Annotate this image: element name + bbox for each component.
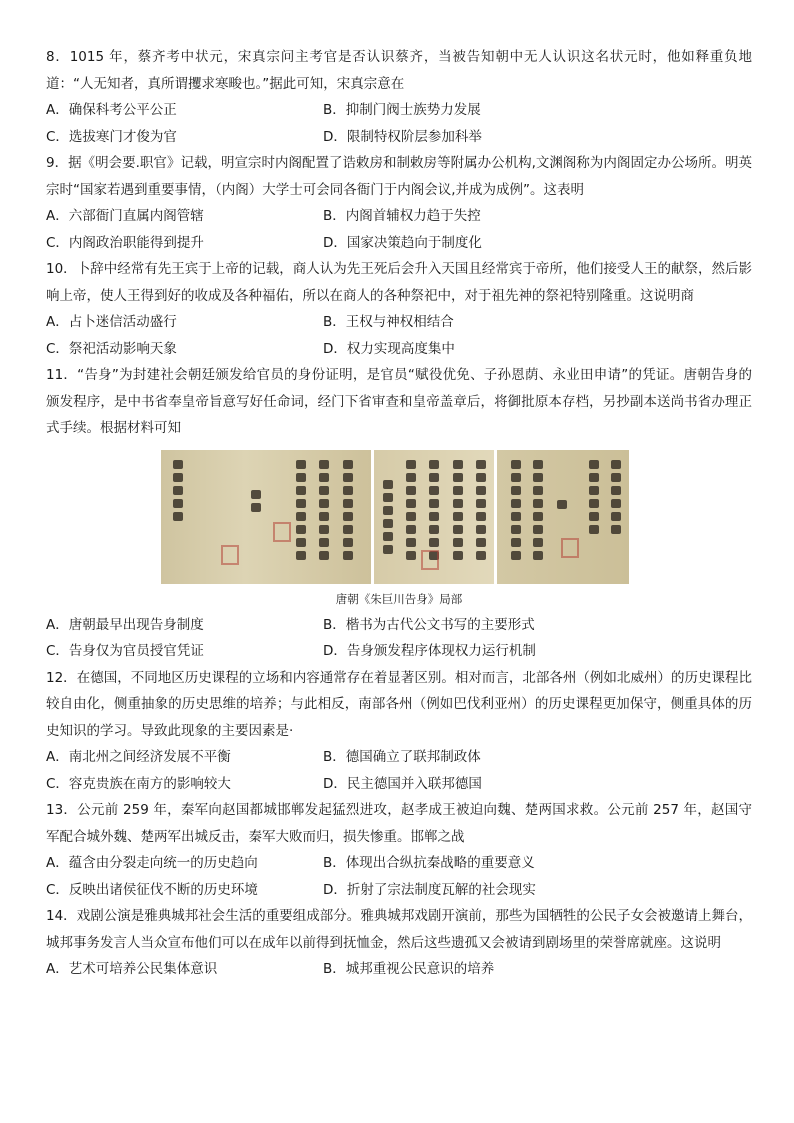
option-c[interactable]: C．反映出诸侯征伐不断的历史环境 bbox=[46, 881, 258, 898]
ink-column bbox=[251, 490, 261, 516]
ink-column bbox=[476, 460, 486, 564]
option-list bbox=[46, 612, 752, 665]
ink-column bbox=[319, 460, 329, 564]
option-b[interactable]: B．体现出合纵抗秦战略的重要意义 bbox=[323, 855, 535, 871]
calligraphy-scroll-image bbox=[161, 450, 629, 584]
question-stem: 14．戏剧公演是雅典城邦社会生活的重要组成部分。雅典城邦戏剧开演前，那些为国牺牲的公民子女会被邀请上舞台，城邦事务发言人当众宣布他们可以在成年以前得到抚恤金，然后这些遗孤又会被请到剧场里的荣誉席就座。这说明 bbox=[46, 908, 752, 951]
question-12 bbox=[46, 665, 752, 798]
exam-page bbox=[46, 44, 752, 983]
ink-column bbox=[343, 460, 353, 564]
option-list bbox=[46, 97, 752, 150]
option-c[interactable]: C．容克贵族在南方的影响较大 bbox=[46, 775, 231, 792]
option-d[interactable]: D．民主德国并入联邦德国 bbox=[323, 775, 482, 792]
option-list bbox=[46, 956, 752, 983]
ink-column bbox=[296, 460, 306, 564]
scroll-section bbox=[161, 450, 371, 584]
ink-column bbox=[511, 460, 521, 564]
option-a[interactable]: A．六部衙门直属内阁管辖 bbox=[46, 208, 204, 224]
option-c[interactable]: C．选拔寒门才俊为官 bbox=[46, 128, 177, 145]
seal-stamp bbox=[561, 538, 579, 558]
option-list bbox=[46, 309, 752, 362]
option-list bbox=[46, 203, 752, 256]
question-13 bbox=[46, 797, 752, 903]
seal-stamp bbox=[221, 545, 239, 565]
option-b[interactable]: B．城邦重视公民意识的培养 bbox=[323, 961, 495, 977]
option-d[interactable]: D．国家决策趋向于制度化 bbox=[323, 234, 482, 251]
option-c[interactable]: C．告身仅为官员授官凭证 bbox=[46, 643, 204, 659]
question-9 bbox=[46, 150, 752, 256]
ink-column bbox=[383, 480, 393, 558]
ink-column bbox=[453, 460, 463, 564]
option-b[interactable]: B．内阁首辅权力趋于失控 bbox=[323, 208, 481, 224]
question-stem: 10．卜辞中经常有先王宾于上帝的记载，商人认为先王死后会升入天国且经常宾于帝所，他们接受人王的献祭，然后影响上帝，使人王得到好的收成及各种福佑，所以在商人的各种祭祀中，对于祖先神的祭祀特别隆重。这说明商 bbox=[46, 261, 752, 304]
ink-column bbox=[173, 460, 183, 525]
option-c[interactable]: C．内阁政治职能得到提升 bbox=[46, 234, 204, 251]
question-stem: 9．据《明会要.职官》记载，明宣宗时内阁配置了诰敕房和制敕房等附属办公机构,文渊阁称为内阁固定办公场所。明英宗时“国家若遇到重要事情，（内阁）大学士可会同各衙门于内阁会议,并成为成例”。这表明 bbox=[46, 155, 752, 198]
question-10 bbox=[46, 256, 752, 362]
question-stem: 8．1015 年，蔡齐考中状元，宋真宗问主考官是否认识蔡齐，当被告知朝中无人认识这名状元时，他如释重负地道：“人无知者，真所谓攫求寒畯也。”据此可知，宋真宗意在 bbox=[46, 49, 752, 92]
question-11 bbox=[46, 362, 752, 665]
option-d[interactable]: D．折射了宗法制度瓦解的社会现实 bbox=[323, 881, 536, 898]
question-stem: 11．“告身”为封建社会朝廷颁发给官员的身份证明，是官员“赋役优免、子孙恩荫、永业田申请”的凭证。唐朝告身的颁发程序，是中书省奉皇帝旨意写好任命词，经门下省审查和皇帝盖章后，将御批原本存档，另抄副本送尚书省办理正式手续。根据材料可知 bbox=[46, 367, 752, 436]
option-list bbox=[46, 850, 752, 903]
option-d[interactable]: D．权力实现高度集中 bbox=[323, 340, 455, 357]
option-c[interactable]: C．祭祀活动影响天象 bbox=[46, 340, 177, 357]
ink-column bbox=[589, 460, 599, 538]
option-a[interactable]: A．唐朝最早出现告身制度 bbox=[46, 616, 204, 633]
question-stem: 13．公元前 259 年，秦军向赵国都城邯郸发起猛烈进攻，赵孝成王被迫向魏、楚两国求救。公元前 257 年，赵国守军配合城外魏、楚两军出城反击，秦军大败而归，损失惨重。邯郸之战 bbox=[46, 802, 752, 845]
option-d[interactable]: D．告身颁发程序体现权力运行机制 bbox=[323, 643, 536, 659]
option-a[interactable]: A．占卜迷信活动盛行 bbox=[46, 314, 177, 330]
question-stem: 12．在德国，不同地区历史课程的立场和内容通常存在着显著区别。相对而言，北部各州（例如北威州）的历史课程比较自由化，侧重抽象的历史思维的培养；与此相反，南部各州（例如巴伐利亚州）的历史课程更加保守，侧重具体的历史知识的学习。导致此现象的主要因素是· bbox=[46, 669, 752, 739]
seal-stamp bbox=[273, 522, 291, 542]
option-b[interactable]: B．王权与神权相结合 bbox=[323, 314, 454, 330]
figure-caption: 唐朝《朱巨川告身》局部 bbox=[335, 591, 463, 606]
option-a[interactable]: A．确保科考公平公正 bbox=[46, 102, 177, 118]
option-b[interactable]: B．德国确立了联邦制政体 bbox=[323, 749, 481, 765]
seal-stamp bbox=[421, 550, 439, 570]
question-8 bbox=[46, 44, 752, 150]
option-b[interactable]: B．楷书为古代公文书写的主要形式 bbox=[323, 616, 535, 633]
option-list bbox=[46, 744, 752, 797]
question-14 bbox=[46, 903, 752, 983]
ink-column bbox=[611, 460, 621, 538]
option-a[interactable]: A．南北州之间经济发展不平衡 bbox=[46, 749, 231, 765]
option-a[interactable]: A．蕴含由分裂走向统一的历史趋向 bbox=[46, 855, 258, 871]
option-a[interactable]: A．艺术可培养公民集体意识 bbox=[46, 961, 218, 977]
ink-column bbox=[533, 460, 543, 564]
option-b[interactable]: B．抑制门阀士族势力发展 bbox=[323, 102, 481, 118]
ink-column bbox=[429, 460, 439, 564]
option-d[interactable]: D．限制特权阶层参加科举 bbox=[323, 128, 482, 145]
ink-column bbox=[557, 500, 567, 513]
ink-column bbox=[406, 460, 416, 564]
